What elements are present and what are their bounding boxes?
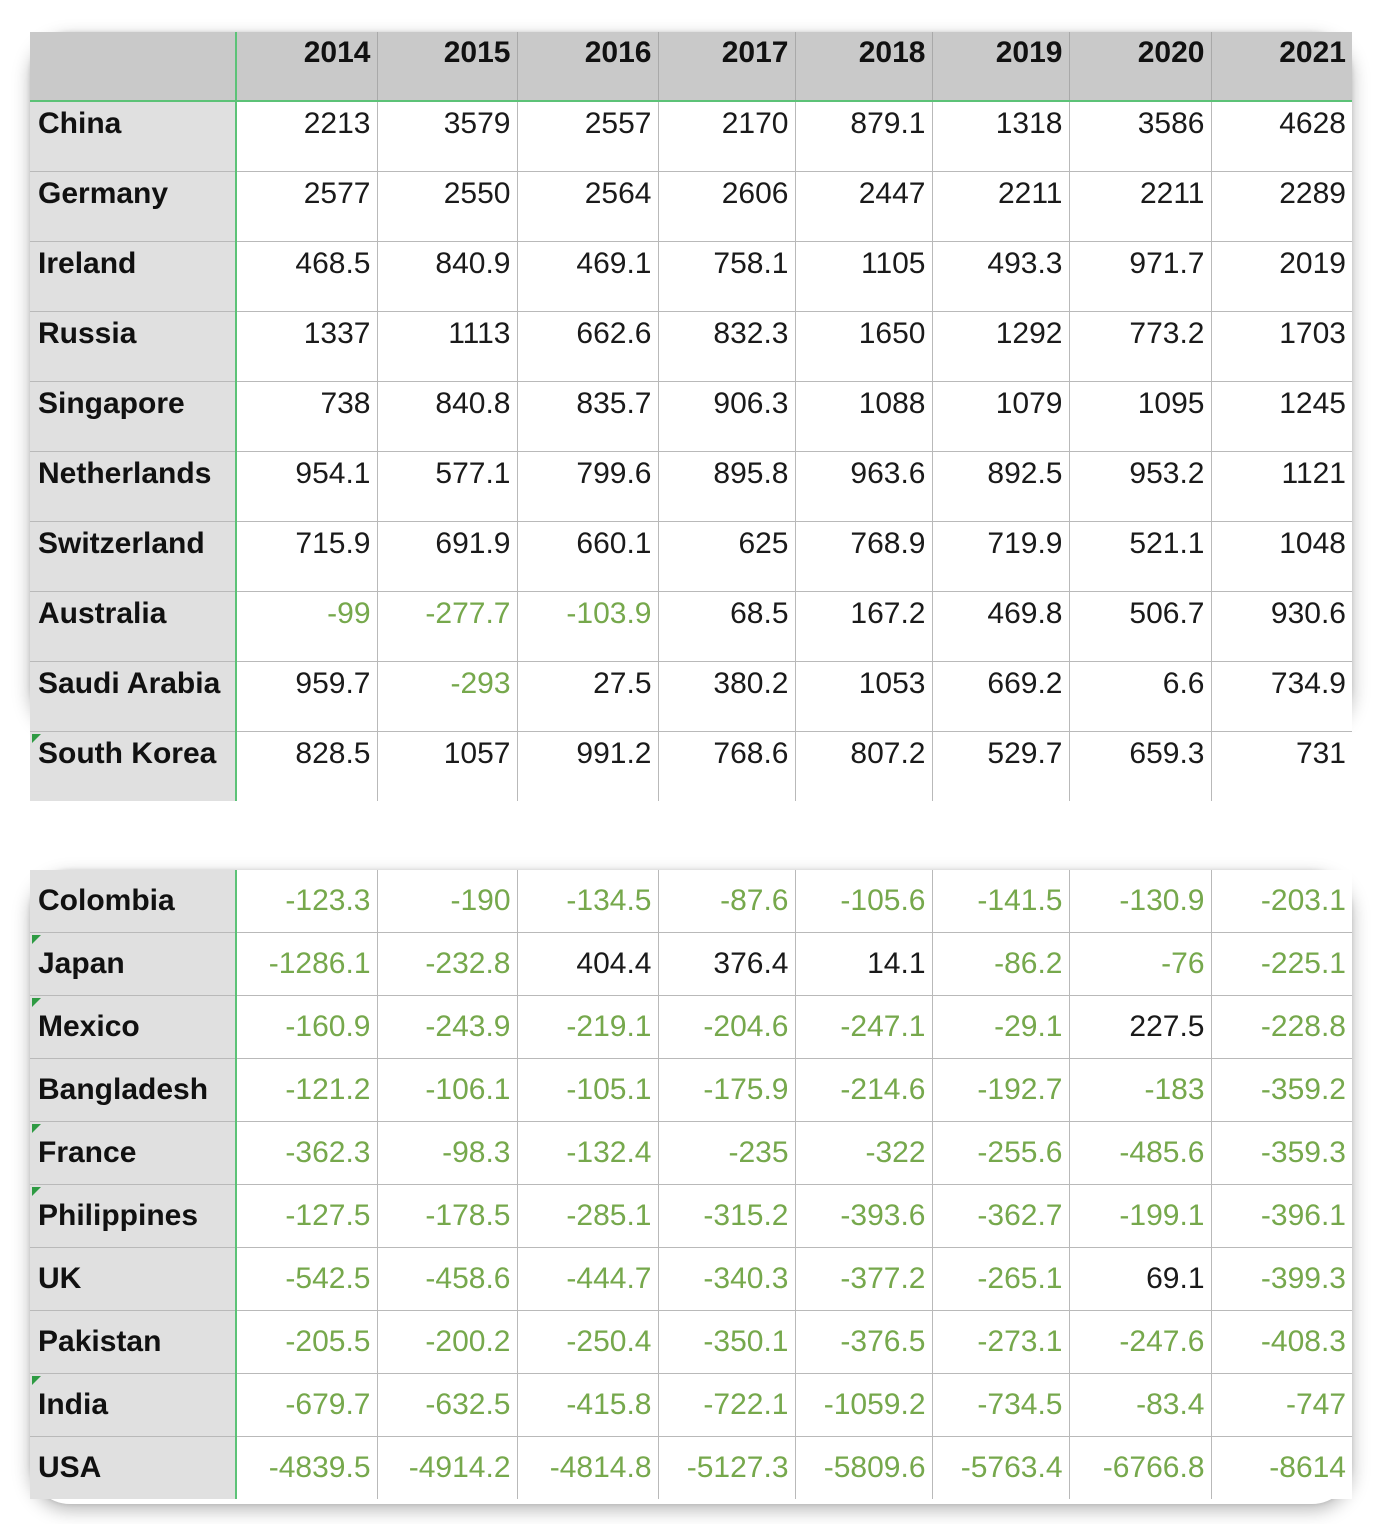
value-cell[interactable]: 1113: [377, 312, 517, 382]
value-cell[interactable]: -377.2: [795, 1248, 932, 1311]
value-cell[interactable]: -200.2: [377, 1311, 517, 1374]
value-cell[interactable]: 577.1: [377, 452, 517, 522]
table-row: [30, 172, 1352, 242]
value-cell[interactable]: -350.1: [658, 1311, 795, 1374]
value-cell[interactable]: 521.1: [1069, 522, 1211, 592]
value-cell[interactable]: -243.9: [377, 996, 517, 1059]
value-cell[interactable]: -141.5: [932, 870, 1069, 933]
country-label: Colombia: [38, 884, 175, 917]
value-cell[interactable]: 1292: [932, 312, 1069, 382]
row-header-cell[interactable]: [30, 933, 236, 996]
value-cell[interactable]: 930.6: [1211, 592, 1352, 662]
table-row: [30, 1374, 1352, 1437]
value-cell[interactable]: -130.9: [1069, 870, 1211, 933]
value-cell[interactable]: -340.3: [658, 1248, 795, 1311]
value-cell[interactable]: -4814.8: [517, 1437, 658, 1500]
value-cell[interactable]: -722.1: [658, 1374, 795, 1437]
table-row: [30, 522, 1352, 592]
row-header-cell[interactable]: [30, 382, 236, 452]
value-cell[interactable]: -190: [377, 870, 517, 933]
top-data-table: [30, 32, 1352, 801]
table-row: [30, 996, 1352, 1059]
value-cell[interactable]: -103.9: [517, 592, 658, 662]
value-cell[interactable]: 2289: [1211, 172, 1352, 242]
country-label: Switzerland: [38, 527, 205, 560]
comment-marker-icon: [32, 935, 41, 944]
value-cell[interactable]: 3586: [1069, 101, 1211, 172]
value-cell[interactable]: 895.8: [658, 452, 795, 522]
value-cell[interactable]: 840.9: [377, 242, 517, 312]
value-cell[interactable]: -415.8: [517, 1374, 658, 1437]
country-label: Ireland: [38, 247, 137, 280]
value-cell[interactable]: -315.2: [658, 1185, 795, 1248]
value-cell[interactable]: 468.5: [236, 242, 377, 312]
country-label: Germany: [38, 177, 169, 210]
value-cell[interactable]: 227.5: [1069, 996, 1211, 1059]
value-cell[interactable]: 4628: [1211, 101, 1352, 172]
value-cell[interactable]: 1057: [377, 732, 517, 802]
row-header-cell[interactable]: [30, 1059, 236, 1122]
value-cell[interactable]: 506.7: [1069, 592, 1211, 662]
year-header[interactable]: 2018: [795, 32, 932, 101]
value-cell[interactable]: 738: [236, 382, 377, 452]
value-cell[interactable]: -219.1: [517, 996, 658, 1059]
value-cell[interactable]: 758.1: [658, 242, 795, 312]
table-row: [30, 870, 1352, 933]
value-cell[interactable]: 719.9: [932, 522, 1069, 592]
table-row: [30, 1437, 1352, 1500]
value-cell[interactable]: 660.1: [517, 522, 658, 592]
year-header[interactable]: 2015: [377, 32, 517, 101]
value-cell[interactable]: -1059.2: [795, 1374, 932, 1437]
value-cell[interactable]: -747: [1211, 1374, 1352, 1437]
value-cell[interactable]: 892.5: [932, 452, 1069, 522]
value-cell[interactable]: -444.7: [517, 1248, 658, 1311]
country-label: UK: [38, 1262, 82, 1295]
row-header-cell[interactable]: [30, 996, 236, 1059]
value-cell[interactable]: -542.5: [236, 1248, 377, 1311]
value-cell[interactable]: 625: [658, 522, 795, 592]
year-header[interactable]: 2020: [1069, 32, 1211, 101]
value-cell[interactable]: 167.2: [795, 592, 932, 662]
value-cell[interactable]: 991.2: [517, 732, 658, 802]
value-cell[interactable]: 376.4: [658, 933, 795, 996]
value-cell[interactable]: 959.7: [236, 662, 377, 732]
value-cell[interactable]: 669.2: [932, 662, 1069, 732]
value-cell[interactable]: 2211: [932, 172, 1069, 242]
value-cell[interactable]: -393.6: [795, 1185, 932, 1248]
row-header-cell[interactable]: [30, 870, 236, 933]
value-cell[interactable]: 1318: [932, 101, 1069, 172]
value-cell[interactable]: -76: [1069, 933, 1211, 996]
value-cell[interactable]: -408.3: [1211, 1311, 1352, 1374]
value-cell[interactable]: -255.6: [932, 1122, 1069, 1185]
value-cell[interactable]: -175.9: [658, 1059, 795, 1122]
value-cell[interactable]: -83.4: [1069, 1374, 1211, 1437]
table-row: [30, 242, 1352, 312]
value-cell[interactable]: 1105: [795, 242, 932, 312]
value-cell[interactable]: -98.3: [377, 1122, 517, 1185]
value-cell[interactable]: -134.5: [517, 870, 658, 933]
value-cell[interactable]: -458.6: [377, 1248, 517, 1311]
value-cell[interactable]: -203.1: [1211, 870, 1352, 933]
country-label: Bangladesh: [38, 1073, 209, 1106]
value-cell[interactable]: 2170: [658, 101, 795, 172]
country-label: USA: [38, 1451, 102, 1484]
value-cell[interactable]: 691.9: [377, 522, 517, 592]
value-cell[interactable]: -106.1: [377, 1059, 517, 1122]
value-cell[interactable]: 69.1: [1069, 1248, 1211, 1311]
value-cell[interactable]: 1703: [1211, 312, 1352, 382]
value-cell[interactable]: -362.7: [932, 1185, 1069, 1248]
country-label: Saudi Arabia: [38, 667, 221, 700]
value-cell[interactable]: 1088: [795, 382, 932, 452]
value-cell[interactable]: -29.1: [932, 996, 1069, 1059]
value-cell[interactable]: -6766.8: [1069, 1437, 1211, 1500]
value-cell[interactable]: 2606: [658, 172, 795, 242]
value-cell[interactable]: 840.8: [377, 382, 517, 452]
comment-marker-icon: [32, 734, 41, 743]
value-cell[interactable]: -250.4: [517, 1311, 658, 1374]
value-cell[interactable]: -228.8: [1211, 996, 1352, 1059]
value-cell[interactable]: 835.7: [517, 382, 658, 452]
country-label: Singapore: [38, 387, 185, 420]
value-cell[interactable]: 2213: [236, 101, 377, 172]
row-header-cell[interactable]: [30, 1122, 236, 1185]
table-row: [30, 732, 1352, 802]
value-cell[interactable]: 2557: [517, 101, 658, 172]
value-cell[interactable]: 2211: [1069, 172, 1211, 242]
value-cell[interactable]: 1053: [795, 662, 932, 732]
value-cell[interactable]: 2577: [236, 172, 377, 242]
value-cell[interactable]: 1337: [236, 312, 377, 382]
table-row: [30, 312, 1352, 382]
table-row: [30, 101, 1352, 172]
country-label: Mexico: [38, 1010, 140, 1043]
value-cell[interactable]: -277.7: [377, 592, 517, 662]
year-header[interactable]: 2019: [932, 32, 1069, 101]
value-cell[interactable]: 2564: [517, 172, 658, 242]
value-cell[interactable]: -247.1: [795, 996, 932, 1059]
row-header-cell[interactable]: [30, 1185, 236, 1248]
corner-cell[interactable]: [30, 32, 236, 101]
value-cell[interactable]: 807.2: [795, 732, 932, 802]
top-table-card: [30, 32, 1352, 770]
value-cell[interactable]: 27.5: [517, 662, 658, 732]
table-row: [30, 1185, 1352, 1248]
value-cell[interactable]: -178.5: [377, 1185, 517, 1248]
value-cell[interactable]: 14.1: [795, 933, 932, 996]
year-header[interactable]: 2014: [236, 32, 377, 101]
table-row: [30, 382, 1352, 452]
value-cell[interactable]: -1286.1: [236, 933, 377, 996]
value-cell[interactable]: 731: [1211, 732, 1352, 802]
value-cell[interactable]: 6.6: [1069, 662, 1211, 732]
row-header-cell[interactable]: [30, 312, 236, 382]
year-header[interactable]: 2016: [517, 32, 658, 101]
table-row: [30, 1059, 1352, 1122]
bottom-table-card: [30, 870, 1352, 1504]
value-cell[interactable]: 3579: [377, 101, 517, 172]
value-cell[interactable]: -359.2: [1211, 1059, 1352, 1122]
value-cell[interactable]: -127.5: [236, 1185, 377, 1248]
table-row: [30, 1122, 1352, 1185]
value-cell[interactable]: -192.7: [932, 1059, 1069, 1122]
value-cell[interactable]: 799.6: [517, 452, 658, 522]
value-cell[interactable]: -273.1: [932, 1311, 1069, 1374]
value-cell[interactable]: 68.5: [658, 592, 795, 662]
country-label: Japan: [38, 947, 125, 980]
value-cell[interactable]: -734.5: [932, 1374, 1069, 1437]
value-cell[interactable]: -4914.2: [377, 1437, 517, 1500]
header-row: [30, 32, 1352, 101]
value-cell[interactable]: 404.4: [517, 933, 658, 996]
value-cell[interactable]: 1245: [1211, 382, 1352, 452]
table-row: [30, 933, 1352, 996]
value-cell[interactable]: 768.6: [658, 732, 795, 802]
value-cell[interactable]: 773.2: [1069, 312, 1211, 382]
row-header-cell[interactable]: [30, 101, 236, 172]
value-cell[interactable]: -322: [795, 1122, 932, 1185]
value-cell[interactable]: -199.1: [1069, 1185, 1211, 1248]
value-cell[interactable]: -679.7: [236, 1374, 377, 1437]
year-header[interactable]: 2017: [658, 32, 795, 101]
value-cell[interactable]: -396.1: [1211, 1185, 1352, 1248]
value-cell[interactable]: 832.3: [658, 312, 795, 382]
value-cell[interactable]: -132.4: [517, 1122, 658, 1185]
value-cell[interactable]: -632.5: [377, 1374, 517, 1437]
value-cell[interactable]: -87.6: [658, 870, 795, 933]
value-cell[interactable]: -183: [1069, 1059, 1211, 1122]
row-header-cell[interactable]: [30, 452, 236, 522]
country-label: China: [38, 107, 122, 140]
value-cell[interactable]: -362.3: [236, 1122, 377, 1185]
value-cell[interactable]: 971.7: [1069, 242, 1211, 312]
value-cell[interactable]: 734.9: [1211, 662, 1352, 732]
comment-marker-icon: [32, 1376, 41, 1385]
value-cell[interactable]: 963.6: [795, 452, 932, 522]
value-cell[interactable]: -5763.4: [932, 1437, 1069, 1500]
value-cell[interactable]: 954.1: [236, 452, 377, 522]
value-cell[interactable]: -214.6: [795, 1059, 932, 1122]
value-cell[interactable]: -485.6: [1069, 1122, 1211, 1185]
value-cell[interactable]: -105.1: [517, 1059, 658, 1122]
row-header-cell[interactable]: [30, 1437, 236, 1500]
table-row: [30, 452, 1352, 522]
table-row: [30, 662, 1352, 732]
country-label: Australia: [38, 597, 167, 630]
value-cell[interactable]: 953.2: [1069, 452, 1211, 522]
value-cell[interactable]: 879.1: [795, 101, 932, 172]
value-cell[interactable]: 469.1: [517, 242, 658, 312]
value-cell[interactable]: -5127.3: [658, 1437, 795, 1500]
value-cell[interactable]: -160.9: [236, 996, 377, 1059]
value-cell[interactable]: -105.6: [795, 870, 932, 933]
value-cell[interactable]: -399.3: [1211, 1248, 1352, 1311]
value-cell[interactable]: 1095: [1069, 382, 1211, 452]
comment-marker-icon: [32, 1187, 41, 1196]
row-header-cell[interactable]: [30, 592, 236, 662]
row-header-cell[interactable]: [30, 522, 236, 592]
value-cell[interactable]: 1121: [1211, 452, 1352, 522]
country-label: South Korea: [38, 737, 217, 770]
country-label: Netherlands: [38, 457, 212, 490]
country-label: France: [38, 1136, 137, 1169]
value-cell[interactable]: -285.1: [517, 1185, 658, 1248]
row-header-cell[interactable]: [30, 1248, 236, 1311]
year-header[interactable]: 2021: [1211, 32, 1352, 101]
country-label: India: [38, 1388, 109, 1421]
value-cell[interactable]: 493.3: [932, 242, 1069, 312]
value-cell[interactable]: -232.8: [377, 933, 517, 996]
value-cell[interactable]: 1650: [795, 312, 932, 382]
value-cell[interactable]: 662.6: [517, 312, 658, 382]
value-cell[interactable]: -8614: [1211, 1437, 1352, 1500]
row-header-cell[interactable]: [30, 172, 236, 242]
comment-marker-icon: [32, 1124, 41, 1133]
row-header-cell[interactable]: [30, 662, 236, 732]
value-cell[interactable]: -247.6: [1069, 1311, 1211, 1374]
value-cell[interactable]: -293: [377, 662, 517, 732]
value-cell[interactable]: 2019: [1211, 242, 1352, 312]
value-cell[interactable]: -86.2: [932, 933, 1069, 996]
comment-marker-icon: [32, 998, 41, 1007]
value-cell[interactable]: 659.3: [1069, 732, 1211, 802]
value-cell[interactable]: 2447: [795, 172, 932, 242]
row-header-cell[interactable]: [30, 242, 236, 312]
table-row: [30, 1311, 1352, 1374]
value-cell[interactable]: -376.5: [795, 1311, 932, 1374]
value-cell[interactable]: -99: [236, 592, 377, 662]
bottom-data-table: [30, 870, 1352, 1499]
value-cell[interactable]: -205.5: [236, 1311, 377, 1374]
country-label: Philippines: [38, 1199, 199, 1232]
value-cell[interactable]: -225.1: [1211, 933, 1352, 996]
value-cell[interactable]: 2550: [377, 172, 517, 242]
row-header-cell[interactable]: [30, 732, 236, 802]
value-cell[interactable]: 1048: [1211, 522, 1352, 592]
value-cell[interactable]: 768.9: [795, 522, 932, 592]
value-cell[interactable]: 715.9: [236, 522, 377, 592]
value-cell[interactable]: -121.2: [236, 1059, 377, 1122]
table-row: [30, 1248, 1352, 1311]
value-cell[interactable]: -359.3: [1211, 1122, 1352, 1185]
value-cell[interactable]: -123.3: [236, 870, 377, 933]
row-header-cell[interactable]: [30, 1374, 236, 1437]
value-cell[interactable]: -204.6: [658, 996, 795, 1059]
value-cell[interactable]: 469.8: [932, 592, 1069, 662]
value-cell[interactable]: 828.5: [236, 732, 377, 802]
table-row: [30, 592, 1352, 662]
value-cell[interactable]: -265.1: [932, 1248, 1069, 1311]
country-label: Pakistan: [38, 1325, 162, 1358]
value-cell[interactable]: -4839.5: [236, 1437, 377, 1500]
value-cell[interactable]: 1079: [932, 382, 1069, 452]
value-cell[interactable]: -235: [658, 1122, 795, 1185]
value-cell[interactable]: -5809.6: [795, 1437, 932, 1500]
country-label: Russia: [38, 317, 137, 350]
value-cell[interactable]: 380.2: [658, 662, 795, 732]
value-cell[interactable]: 906.3: [658, 382, 795, 452]
row-header-cell[interactable]: [30, 1311, 236, 1374]
value-cell[interactable]: 529.7: [932, 732, 1069, 802]
